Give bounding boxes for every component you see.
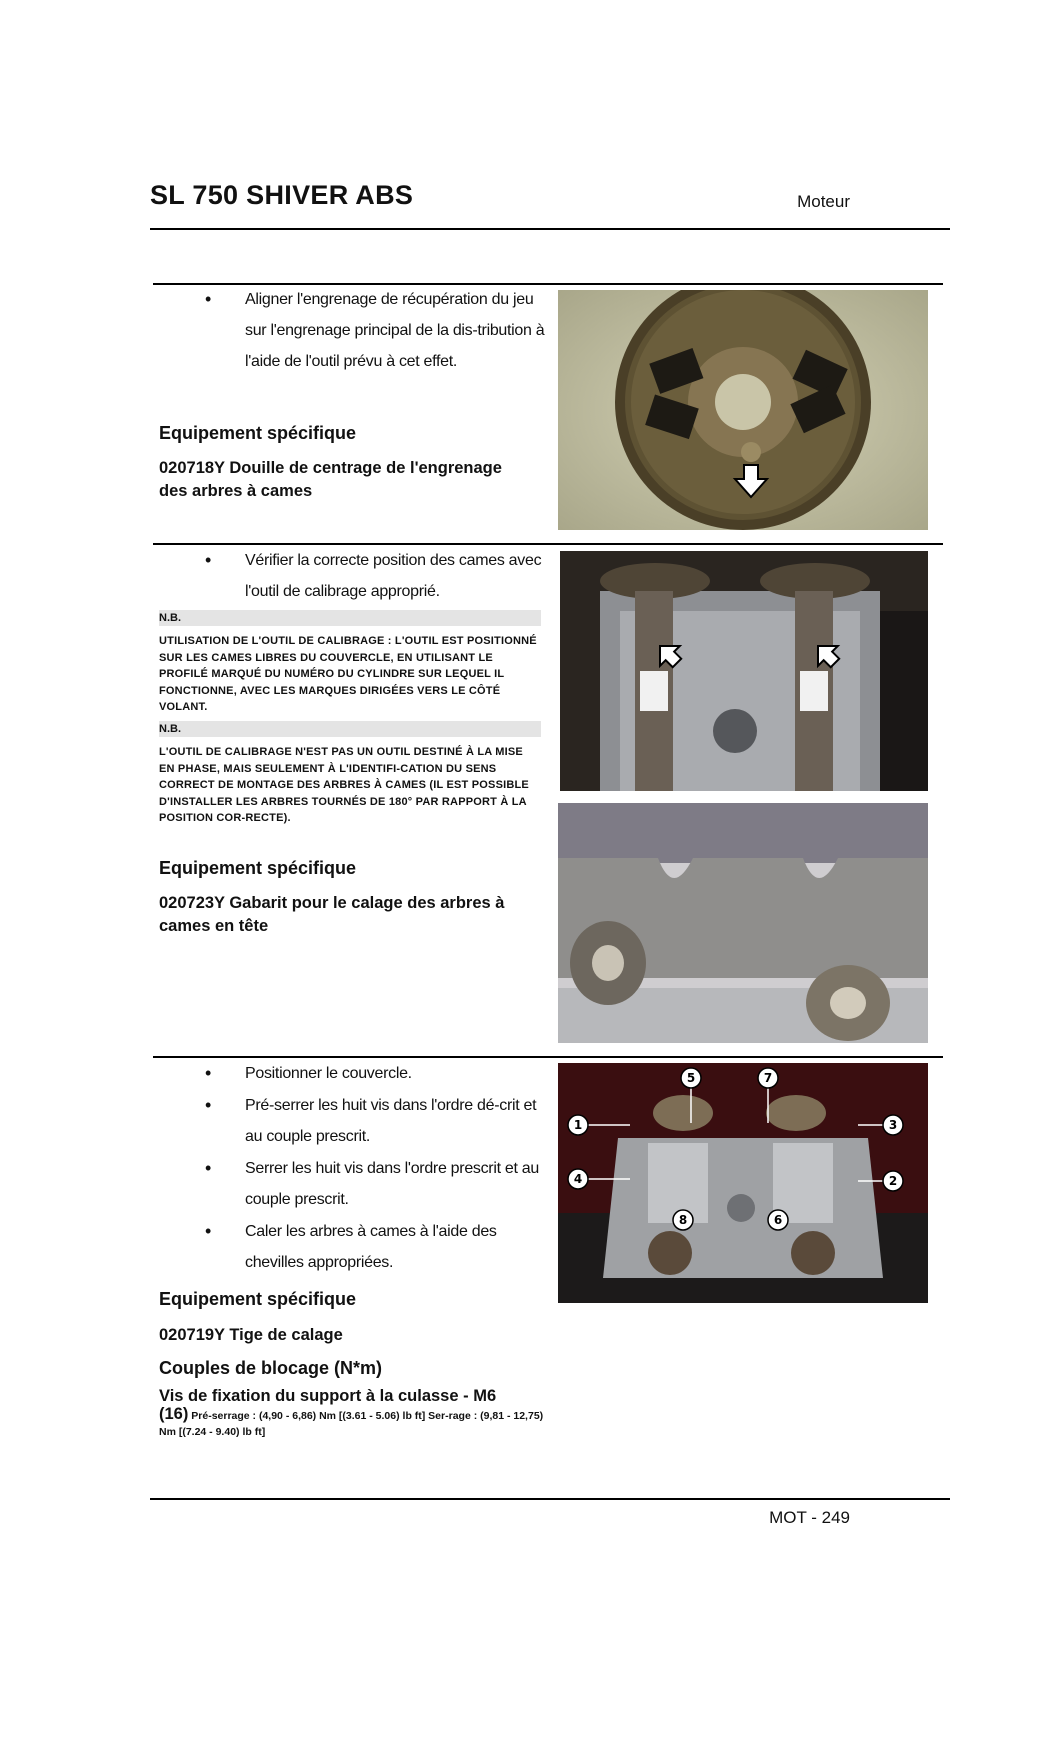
section-name: Moteur	[797, 192, 850, 211]
bullet-dot: •	[205, 550, 212, 570]
callout-1: 1	[573, 1118, 583, 1132]
footer-rule	[150, 1498, 950, 1500]
torque-item: Vis de fixation du support à la culasse - M6	[159, 1387, 497, 1405]
bullet-dot: •	[205, 1221, 212, 1241]
note-1-text: UTILISATION DE L'OUTIL DE CALIBRAGE : L'OUTIL EST POSITIONNÉ SUR LES CAMES LIBRES DU COUVERCLE, EN UTILISANT LE PROFILÉ MARQUÉ DU NUMÉRO DU CYLINDRE SUR LEQUEL IL FONCTIONNE, AVEC LES MARQUES DIRIGÉES VERS LE CÔTÉ VOLANT.	[159, 635, 537, 714]
camshaft-illustration	[560, 551, 928, 791]
note-2-text: L'OUTIL DE CALIBRAGE N'EST PAS UN OUTIL DESTINÉ À LA MISE EN PHASE, MAIS SEULEMENT À L'IDENTIFI-CATION DU SENS CORRECT DE MONTAGE DES ARBRES À CAMES (IL EST POSSIBLE D'INSTALLER LES ARBRES TOURNÉS DE 180° PAR RAPPORT À LA POSITION COR-RECTE).	[159, 746, 529, 825]
torque-qty: (16)	[159, 1405, 189, 1423]
note-2-label: N.B.	[159, 723, 181, 735]
bullet-text: Caler les arbres à cames à l'aide des chevilles appropriées.	[245, 1223, 497, 1271]
torque-detail: Pré-serrage : (4,90 - 6,86) Nm [(3.61 - 5.06) lb ft] Ser-rage : (9,81 - 12,75) Nm [(7.24 - 9.40) lb ft]	[159, 1410, 544, 1438]
callout-7: 7	[763, 1071, 773, 1085]
callout-8: 8	[678, 1213, 688, 1227]
bullet-text: Positionner le couvercle.	[245, 1065, 412, 1082]
bullet-text: Vérifier la correcte position des cames avec l'outil de calibrage approprié.	[245, 552, 542, 600]
gauge-photo	[558, 803, 928, 1043]
block-1-equip-item: 020718Y Douille de centrage de l'engrenage des arbres à cames	[159, 459, 502, 500]
camshaft-photo	[560, 551, 928, 791]
block-1-equip-heading: Equipement spécifique	[159, 423, 357, 443]
note-1-label: N.B.	[159, 612, 181, 624]
bullet-text: Aligner l'engrenage de récupération du jeu sur l'engrenage principal de la dis-tribution à l'aide de l'outil prévu à cet effet.	[245, 291, 545, 370]
note-1-bar	[159, 610, 541, 626]
cylinder-head-illustration	[558, 1063, 928, 1303]
callout-3: 3	[888, 1118, 898, 1132]
block-2-equip-item: 020723Y Gabarit pour le calage des arbres à cames en tête	[159, 894, 505, 935]
bullet-dot: •	[205, 1063, 212, 1083]
block-2-equip-heading: Equipement spécifique	[159, 858, 357, 878]
callout-2: 2	[888, 1174, 898, 1188]
page-number: MOT - 249	[769, 1508, 850, 1527]
bullet-dot: •	[205, 1095, 212, 1115]
header-rule	[150, 228, 950, 230]
torque-heading: Couples de blocage (N*m)	[159, 1358, 383, 1378]
bullet-dot: •	[205, 289, 212, 309]
gear-photo	[558, 290, 928, 530]
bullet-dot: •	[205, 1158, 212, 1178]
note-2-bar	[159, 721, 541, 737]
block-3-equip-heading: Equipement spécifique	[159, 1289, 357, 1309]
gauge-illustration	[558, 803, 928, 1043]
bullet-text: Serrer les huit vis dans l'ordre prescrit et au couple prescrit.	[245, 1160, 539, 1208]
gear-illustration	[558, 290, 928, 530]
block-3-equip-item: 020719Y Tige de calage	[159, 1326, 343, 1344]
callout-6: 6	[773, 1213, 783, 1227]
bullet-text: Pré-serrer les huit vis dans l'ordre dé-crit et au couple prescrit.	[245, 1097, 537, 1145]
callout-5: 5	[686, 1071, 696, 1085]
page-title: SL 750 SHIVER ABS	[150, 180, 414, 210]
cylinder-head-photo	[558, 1063, 928, 1303]
torque-line	[159, 1406, 544, 1440]
callout-4: 4	[573, 1172, 583, 1186]
